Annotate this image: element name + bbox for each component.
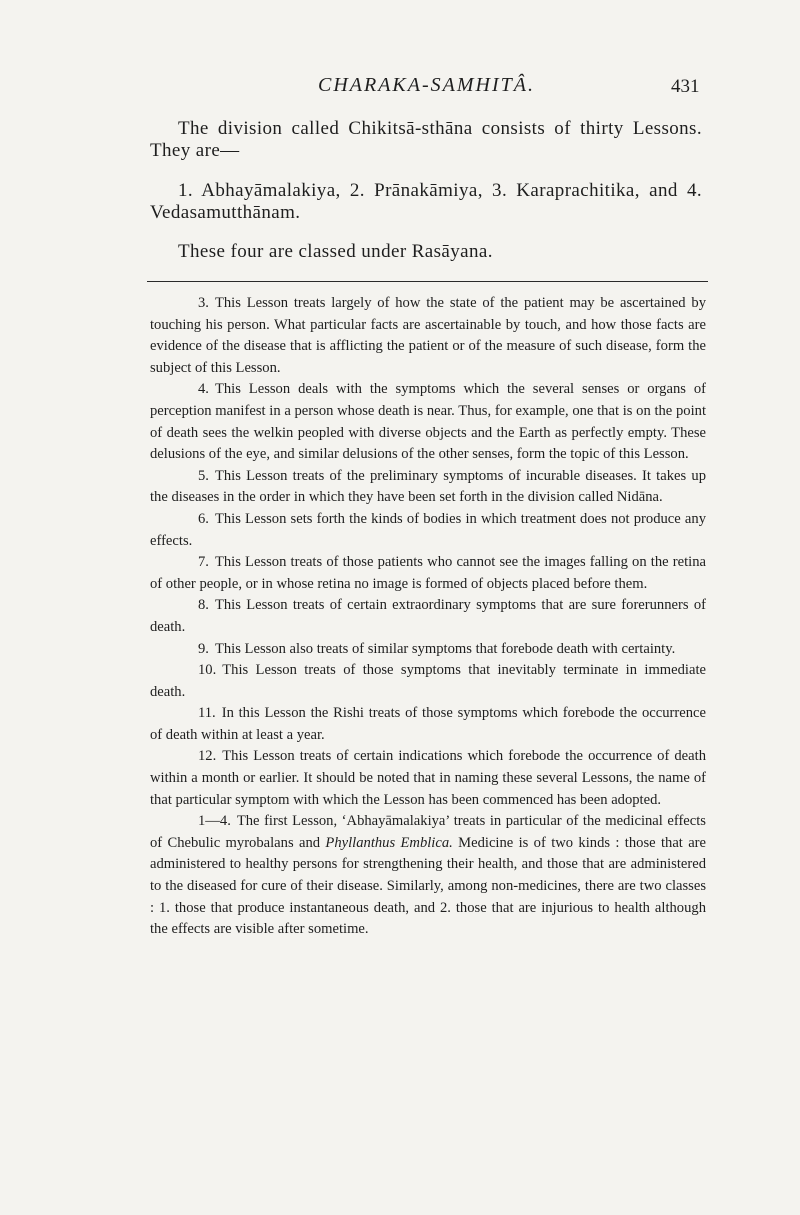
footnote: 4. This Lesson deals with the symptoms which the several senses or organs of perception manifest in a person whose death is near. Thus, for example, one that is on the point of death sees the welkin peopled with diverse objects and the Earth as perfectly empty. These delusions of the eye, and similar delusions of the other senses, form the topic of this Lesson. xyxy=(150,381,706,463)
footnote: 11. In this Lesson the Rishi treats of those symptoms which forebode the occurrence of death within at least a year. xyxy=(150,705,706,743)
footnote: 12. This Lesson treats of certain indications which forebode the occurrence of death within a month or earlier. It should be noted that in naming these several Lessons, the name of that particular symptom with which the Lesson has been commenced has been adopted. xyxy=(150,748,706,808)
final-note: 1—4. The first Lesson, ‘Abhayāmalakiya’ treats in particular of the medicinal effects of Chebulic myrobalans and Phyllanthus Emblica. Medicine is of two kinds : those that are administered to healthy persons for strengthening their health, and those that are administered to the diseased for cure of their disease. Similarly, among non-medicines, there are two classes : 1. those that produce instantaneous death, and 2. those that are injurious to health although the effects are visible after sometime. xyxy=(150,813,707,938)
footnote: 8. This Lesson treats of certain extraordinary symptoms that are sure forerunners of death. xyxy=(150,597,706,635)
main-text-3 xyxy=(150,241,702,263)
running-title: CHARAKA-SAMHITÂ. xyxy=(318,74,535,96)
division-intro: The division called Chikitsā-sthāna consists of thirty Lessons. They are— xyxy=(150,118,702,161)
footnote: 5. This Lesson treats of the preliminary symptoms of incurable diseases. It takes up the diseases in the order in which they have been set forth in the division called Nidāna. xyxy=(150,467,706,506)
footnote: 3. This Lesson treats largely of how the state of the patient may be ascertained by touching his person. What particular facts are ascertainable by touch, and how those facts are evidence of the disease that is afflicting the patient or of the measure of such disease, form the subject of this Lesson. xyxy=(150,295,706,376)
botanical-name: Phyllanthus Emblica. xyxy=(325,834,453,851)
footnote: 6. This Lesson sets forth the kinds of bodies in which treatment does not produce any effects. xyxy=(150,510,706,549)
footnote: 10. This Lesson treats of those symptoms that inevitably terminate in immediate death. xyxy=(150,662,706,700)
classification: These four are classed under Rasāyana. xyxy=(178,241,493,262)
lessons-list: 1. Abhayāmalakiya, 2. Prānakāmiya, 3. Karaprachitika, and 4. Vedasamutthānam. xyxy=(150,180,702,223)
footnotes xyxy=(150,293,706,941)
footnote-divider xyxy=(147,281,708,282)
main-text xyxy=(150,118,702,162)
page-number: 431 xyxy=(671,76,700,97)
footnote: 9. This Lesson also treats of similar symptoms that forebode death with certainty. xyxy=(198,640,676,657)
footnote: 7. This Lesson treats of those patients who cannot see the images falling on the retina of other people, or in whose retina no image is formed of objects placed before them. xyxy=(150,554,706,592)
main-text-2 xyxy=(150,180,702,224)
